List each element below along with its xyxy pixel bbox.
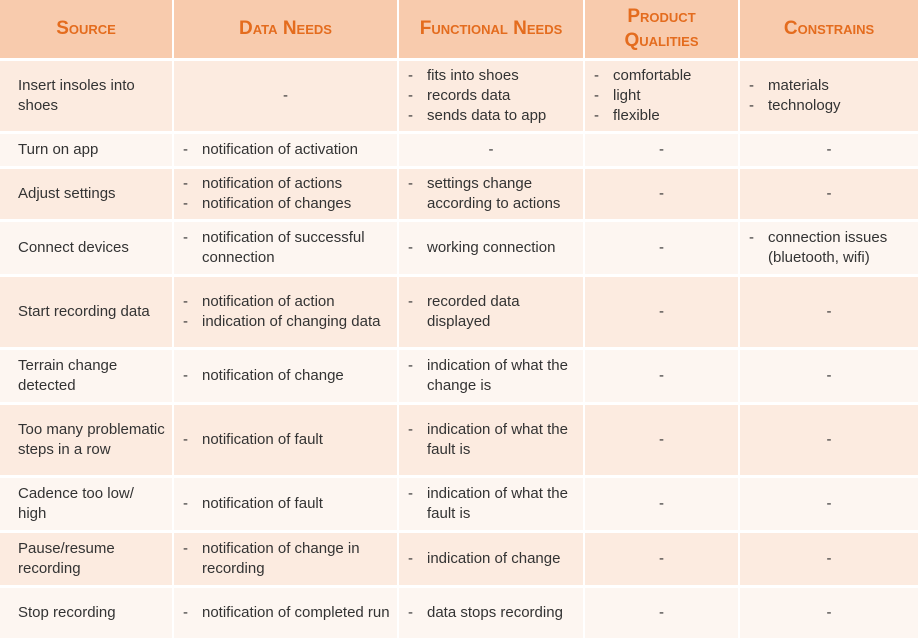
list-item: - indication of what the fault is: [405, 420, 577, 460]
functional-needs-cell: [398, 276, 584, 349]
product-qualities-cell: [584, 60, 739, 133]
list-item: - flexible: [591, 106, 732, 126]
functional-needs-cell: [398, 60, 584, 133]
list-item: - indication of changing data: [180, 312, 391, 332]
source-cell: Connect devices: [0, 221, 173, 276]
bullet-list: [746, 76, 912, 116]
bullet-list: [180, 174, 391, 214]
bullet-list: [746, 228, 912, 268]
bullet-list: [405, 66, 577, 126]
table-row: [0, 404, 918, 477]
functional-needs-cell: [398, 404, 584, 477]
table-body: [0, 60, 918, 640]
table-header: [0, 0, 918, 60]
bullet-list: [405, 238, 577, 258]
list-item: - notification of successful connection: [180, 228, 391, 268]
bullet-list: [405, 174, 577, 214]
list-item: - technology: [746, 96, 912, 116]
list-item: - notification of change in recording: [180, 539, 391, 579]
bullet-list: [405, 356, 577, 396]
constraints-cell: -: [739, 477, 918, 532]
data-needs-cell: [173, 532, 398, 587]
constraints-cell: -: [739, 587, 918, 640]
constraints-cell: -: [739, 168, 918, 221]
bullet-list: [405, 292, 577, 332]
list-item: - materials: [746, 76, 912, 96]
table-row: [0, 221, 918, 276]
list-item: - records data: [405, 86, 577, 106]
header-constraints: Constrains: [739, 0, 918, 60]
product-qualities-cell: -: [584, 587, 739, 640]
list-item: - recorded data displayed: [405, 292, 577, 332]
list-item: - settings change according to actions: [405, 174, 577, 214]
bullet-list: [180, 603, 391, 623]
list-item: - notification of change: [180, 366, 391, 386]
list-item: - indication of what the fault is: [405, 484, 577, 524]
product-qualities-cell: -: [584, 168, 739, 221]
functional-needs-cell: [398, 221, 584, 276]
list-item: - data stops recording: [405, 603, 577, 623]
bullet-list: [180, 292, 391, 332]
list-item: - light: [591, 86, 732, 106]
functional-needs-cell: [398, 349, 584, 404]
table-row: [0, 349, 918, 404]
source-cell: Insert insoles into shoes: [0, 60, 173, 133]
bullet-list: [180, 430, 391, 450]
constraints-cell: -: [739, 133, 918, 168]
product-qualities-cell: -: [584, 404, 739, 477]
table-row: [0, 587, 918, 640]
product-qualities-cell: -: [584, 221, 739, 276]
bullet-list: [180, 539, 391, 579]
table-row: [0, 276, 918, 349]
data-needs-cell: -: [173, 60, 398, 133]
product-qualities-cell: -: [584, 349, 739, 404]
source-cell: Cadence too low/ high: [0, 477, 173, 532]
constraints-cell: -: [739, 276, 918, 349]
list-item: - connection issues (bluetooth, wifi): [746, 228, 912, 268]
data-needs-cell: [173, 168, 398, 221]
list-item: - indication of what the change is: [405, 356, 577, 396]
source-cell: Start recording data: [0, 276, 173, 349]
header-row: [0, 0, 918, 60]
list-item: - notification of action: [180, 292, 391, 312]
bullet-list: [405, 603, 577, 623]
constraints-cell: -: [739, 404, 918, 477]
constraints-cell: [739, 60, 918, 133]
list-item: - notification of fault: [180, 430, 391, 450]
functional-needs-cell: [398, 168, 584, 221]
product-qualities-cell: -: [584, 477, 739, 532]
data-needs-cell: [173, 221, 398, 276]
list-item: - notification of actions: [180, 174, 391, 194]
constraints-cell: [739, 221, 918, 276]
bullet-list: [405, 484, 577, 524]
functional-needs-cell: -: [398, 133, 584, 168]
list-item: - working connection: [405, 238, 577, 258]
bullet-list: [591, 66, 732, 126]
bullet-list: [180, 228, 391, 268]
data-needs-cell: [173, 587, 398, 640]
list-item: - comfortable: [591, 66, 732, 86]
table-row: [0, 60, 918, 133]
data-needs-cell: [173, 133, 398, 168]
data-needs-cell: [173, 404, 398, 477]
source-cell: Adjust settings: [0, 168, 173, 221]
list-item: - sends data to app: [405, 106, 577, 126]
header-product-qualities: Product Qualities: [584, 0, 739, 60]
table-row: [0, 532, 918, 587]
header-data-needs: Data Needs: [173, 0, 398, 60]
list-item: - notification of fault: [180, 494, 391, 514]
table-row: [0, 168, 918, 221]
bullet-list: [405, 549, 577, 569]
data-needs-cell: [173, 276, 398, 349]
header-source: Source: [0, 0, 173, 60]
product-qualities-cell: -: [584, 276, 739, 349]
product-qualities-cell: -: [584, 532, 739, 587]
source-cell: Stop recording: [0, 587, 173, 640]
source-cell: Terrain change detected: [0, 349, 173, 404]
product-qualities-cell: -: [584, 133, 739, 168]
functional-needs-cell: [398, 532, 584, 587]
bullet-list: [180, 140, 391, 160]
source-cell: Pause/resume recording: [0, 532, 173, 587]
bullet-list: [405, 420, 577, 460]
constraints-cell: -: [739, 532, 918, 587]
list-item: - indication of change: [405, 549, 577, 569]
list-item: - fits into shoes: [405, 66, 577, 86]
source-cell: Too many problematic steps in a row: [0, 404, 173, 477]
list-item: - notification of activation: [180, 140, 391, 160]
source-cell: Turn on app: [0, 133, 173, 168]
table-row: [0, 133, 918, 168]
bullet-list: [180, 366, 391, 386]
list-item: - notification of changes: [180, 194, 391, 214]
list-item: - notification of completed run: [180, 603, 391, 623]
data-needs-cell: [173, 349, 398, 404]
constraints-cell: -: [739, 349, 918, 404]
data-needs-cell: [173, 477, 398, 532]
functional-needs-cell: [398, 477, 584, 532]
header-functional-needs: Functional Needs: [398, 0, 584, 60]
table-row: [0, 477, 918, 532]
functional-needs-cell: [398, 587, 584, 640]
bullet-list: [180, 494, 391, 514]
